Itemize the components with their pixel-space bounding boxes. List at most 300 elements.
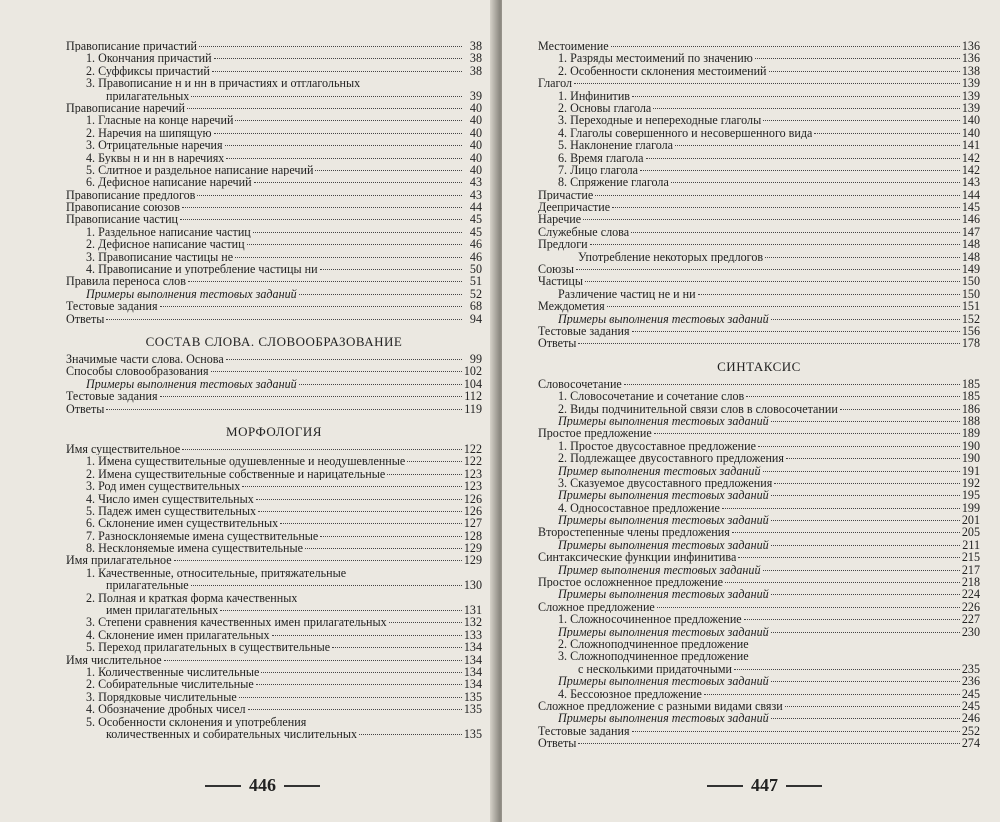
toc-entry-page: 218 — [961, 575, 980, 590]
toc-block-morphology-cont — [538, 40, 980, 350]
toc-entry-page: 186 — [961, 401, 980, 416]
toc-entry-title: Простое предложение — [538, 427, 652, 440]
toc-entry-title: 3. Род имен существительных — [86, 480, 241, 493]
toc-entry-title: 3. Правописание н и нн в причастиях и отглагольных — [86, 77, 361, 90]
toc-entry-page: 94 — [469, 311, 482, 326]
toc-entry-page: 252 — [961, 723, 980, 738]
toc-entry-title: 5. Наклонение глагола — [558, 139, 674, 152]
dot-leader — [315, 170, 462, 171]
dot-leader — [722, 508, 960, 509]
toc-entry-title: Примеры выполнения тестовых заданий — [558, 625, 769, 638]
toc-entry — [66, 201, 482, 213]
toc-entry-title: 2. Суффиксы причастий — [86, 64, 210, 78]
toc-entry-title: 1. Качественные, относительные, притяжательные — [86, 566, 347, 580]
toc-entry-page: 51 — [469, 274, 482, 289]
toc-entry-page: 139 — [961, 88, 980, 103]
toc-entry — [66, 579, 482, 591]
dot-leader — [631, 232, 960, 233]
toc-entry — [66, 189, 482, 201]
toc-entry-page: 40 — [469, 150, 482, 165]
toc-entry-page: 129 — [463, 553, 482, 568]
toc-entry — [66, 164, 482, 176]
toc-entry-title: Наречие — [538, 213, 582, 226]
toc-entry — [538, 201, 980, 213]
toc-entry-title: прилагательных — [106, 89, 190, 102]
toc-entry — [538, 152, 980, 164]
dot-leader — [814, 133, 959, 134]
dot-leader — [578, 343, 959, 344]
toc-entry — [538, 440, 980, 452]
toc-entry — [66, 728, 482, 740]
toc-entry-title: Частицы — [538, 275, 583, 288]
dot-leader — [744, 619, 960, 620]
dot-leader — [632, 331, 960, 332]
toc-entry-title: 4. Число имен существительных — [86, 492, 254, 505]
toc-entry-title: 2. Наречия на шипящую — [86, 126, 212, 140]
toc-entry — [538, 712, 980, 724]
toc-entry-title: Междометия — [538, 300, 605, 313]
toc-entry — [66, 716, 482, 728]
toc-entry-page: 38 — [469, 39, 482, 53]
toc-entry-title: Примеры выполнения тестовых заданий — [558, 312, 769, 325]
toc-entry-page: 151 — [961, 299, 980, 314]
toc-entry-title: Имя числительное — [66, 653, 162, 666]
toc-entry — [66, 40, 482, 52]
toc-entry-page: 102 — [463, 364, 482, 379]
toc-entry — [66, 554, 482, 566]
dot-leader — [771, 718, 960, 719]
toc-entry-title: имен прилагательных — [106, 604, 219, 617]
toc-entry-page: 122 — [463, 441, 482, 456]
dot-leader — [576, 269, 960, 270]
dot-leader — [247, 244, 462, 245]
toc-entry-title: количественных и собирательных числительных — [106, 727, 357, 741]
toc-entry-page: 141 — [961, 138, 980, 153]
toc-entry-title: 5. Падеж имен существительных — [86, 504, 257, 518]
page-number-right: 447 — [707, 775, 822, 796]
toc-entry — [66, 251, 482, 263]
toc-entry-page: 150 — [961, 274, 980, 289]
toc-entry-page: 152 — [961, 311, 980, 326]
toc-entry-title: Ответы — [538, 337, 577, 350]
toc-entry-title: Способы словообразования — [66, 365, 209, 378]
dot-leader — [771, 421, 960, 422]
toc-entry-title: 4. Односоставное предложение — [558, 501, 720, 515]
toc-entry-title: 4. Обозначение дробных чисел — [86, 703, 246, 716]
dot-leader — [774, 483, 960, 484]
toc-entry — [66, 678, 482, 690]
toc-entry-title: 1. Количественные числительные — [86, 665, 260, 679]
toc-entry-title: 6. Дефисное написание наречий — [86, 176, 252, 189]
toc-entry-page: 199 — [961, 500, 980, 515]
toc-entry — [538, 77, 980, 89]
toc-entry-page: 245 — [961, 698, 980, 713]
toc-entry — [538, 427, 980, 439]
toc-entry-title: Простое осложненное предложение — [538, 576, 723, 589]
toc-entry-title: Примеры выполнения тестовых заданий — [86, 377, 297, 391]
toc-entry — [66, 52, 482, 64]
dot-leader — [225, 145, 462, 146]
toc-entry-page: 129 — [463, 541, 482, 556]
dot-leader — [248, 709, 462, 710]
toc-entry-title: 2. Полная и краткая форма качественных — [86, 591, 298, 605]
toc-entry — [538, 551, 980, 563]
toc-entry — [66, 365, 482, 377]
toc-entry — [538, 539, 980, 551]
toc-entry-page: 192 — [961, 475, 980, 490]
toc-entry-page: 130 — [463, 578, 482, 593]
dot-leader — [583, 219, 960, 220]
toc-entry — [66, 378, 482, 390]
toc-entry-title: Сложное предложение — [538, 600, 655, 614]
toc-entry-page: 46 — [469, 249, 482, 264]
dot-leader — [738, 557, 960, 558]
toc-entry-page: 135 — [463, 689, 482, 704]
toc-entry — [66, 275, 482, 287]
dot-leader — [235, 257, 462, 258]
toc-entry — [538, 477, 980, 489]
toc-entry-page: 104 — [463, 376, 482, 391]
toc-entry-page: 50 — [469, 262, 482, 277]
toc-entry-title: Примеры выполнения тестовых заданий — [558, 538, 769, 552]
dot-leader — [607, 306, 960, 307]
toc-entry-page: 138 — [961, 63, 980, 78]
toc-entry-title: 5. Особенности склонения и употребления — [86, 715, 307, 728]
toc-entry — [66, 300, 482, 312]
dot-leader — [235, 120, 462, 121]
toc-entry-title: 8. Спряжение глагола — [558, 176, 669, 189]
dot-leader — [182, 207, 462, 208]
dot-leader — [256, 499, 462, 500]
toc-entry — [66, 480, 482, 492]
toc-entry-page: 227 — [961, 612, 980, 627]
toc-entry — [538, 489, 980, 501]
dot-leader — [771, 594, 960, 595]
section-heading-word-formation: СОСТАВ СЛОВА. СЛОВООБРАЗОВАНИЕ — [145, 333, 403, 349]
toc-entry-page: 40 — [469, 138, 482, 153]
toc-entry — [538, 102, 980, 114]
toc-entry — [538, 514, 980, 526]
toc-entry-title: Правописание предлогов — [66, 188, 196, 202]
toc-entry-page: 123 — [463, 466, 482, 481]
toc-entry — [66, 152, 482, 164]
toc-entry — [538, 588, 980, 600]
toc-entry — [66, 517, 482, 529]
toc-entry-page: 134 — [463, 677, 482, 692]
toc-entry-title: 1. Разряды местоимений по значению — [558, 52, 753, 65]
dot-leader — [771, 319, 960, 320]
toc-entry-page: 134 — [463, 664, 482, 679]
toc-entry-page: 112 — [464, 389, 482, 404]
toc-entry — [538, 275, 980, 287]
toc-entry — [538, 663, 980, 675]
toc-entry — [538, 675, 980, 687]
dot-leader — [765, 257, 960, 258]
dot-leader — [254, 182, 462, 183]
dot-leader — [212, 71, 462, 72]
toc-entry-title: Сложное предложение с разными видами связи — [538, 699, 783, 713]
dot-leader — [174, 560, 462, 561]
toc-entry-title: 2. Особенности склонения местоимений — [558, 64, 767, 78]
toc-entry-page: 68 — [469, 299, 482, 314]
dot-leader — [182, 449, 462, 450]
toc-entry-title: Примеры выполнения тестовых заданий — [558, 514, 769, 527]
toc-entry-title: прилагательные — [106, 579, 189, 592]
toc-entry — [538, 164, 980, 176]
toc-entry-page: 38 — [469, 51, 482, 66]
toc-entry — [66, 353, 482, 365]
toc-entry — [66, 90, 482, 102]
dot-leader — [106, 319, 462, 320]
dot-leader — [671, 182, 960, 183]
dot-leader — [763, 120, 960, 121]
toc-entry — [538, 626, 980, 638]
toc-entry — [538, 465, 980, 477]
toc-entry — [66, 263, 482, 275]
toc-entry-page: 139 — [961, 76, 980, 91]
toc-entry-title: 6. Время глагола — [558, 151, 644, 164]
toc-entry-title: Примеры выполнения тестовых заданий — [558, 675, 769, 688]
toc-entry — [538, 127, 980, 139]
toc-entry-title: Ответы — [66, 312, 105, 325]
dot-leader — [675, 145, 960, 146]
toc-entry — [66, 505, 482, 517]
dot-leader — [624, 384, 960, 385]
section-heading-syntax: СИНТАКСИС — [717, 358, 801, 374]
toc-entry-title: 3. Порядковые числительные — [86, 690, 237, 704]
dot-leader — [214, 58, 462, 59]
toc-entry-title: 1. Окончания причастий — [86, 52, 212, 65]
toc-entry — [66, 542, 482, 554]
toc-entry-title: Правописание наречий — [66, 101, 185, 115]
dot-leader — [256, 684, 462, 685]
dot-leader — [214, 133, 462, 134]
toc-entry-page: 190 — [961, 438, 980, 453]
toc-entry — [538, 90, 980, 102]
toc-entry-title: Союзы — [538, 263, 575, 276]
dot-leader — [595, 195, 960, 196]
toc-entry-title: Правила переноса слов — [66, 275, 186, 288]
toc-entry-page: 136 — [961, 51, 980, 66]
toc-entry-title: 3. Сказуемое двусоставного предложения — [558, 476, 773, 490]
dot-leader — [612, 207, 960, 208]
toc-entry-title: Примеры выполнения тестовых заданий — [558, 414, 769, 428]
toc-entry — [538, 700, 980, 712]
toc-entry — [538, 601, 980, 613]
dot-leader — [160, 396, 462, 397]
dot-leader — [574, 83, 960, 84]
dot-leader — [387, 474, 462, 475]
toc-entry-title: Примеры выполнения тестовых заданий — [558, 588, 769, 601]
dot-leader — [698, 294, 960, 295]
toc-entry — [66, 703, 482, 715]
dot-leader — [320, 536, 462, 537]
toc-entry — [538, 390, 980, 402]
right-page — [502, 0, 1000, 822]
dot-leader — [771, 520, 960, 521]
toc-entry-page: 135 — [463, 726, 482, 741]
toc-entry-page: 123 — [463, 479, 482, 494]
toc-entry-page: 147 — [961, 224, 980, 239]
toc-entry-title: 6. Склонение имен существительных — [86, 517, 279, 530]
toc-entry-title: 2. Дефисное написание частиц — [86, 238, 245, 251]
toc-entry — [538, 650, 980, 662]
toc-entry-title: 1. Раздельное написание частиц — [86, 225, 251, 239]
toc-entry — [66, 213, 482, 225]
toc-entry-title: Правописание союзов — [66, 201, 180, 214]
toc-entry-page: 189 — [961, 426, 980, 441]
toc-entry — [538, 403, 980, 415]
toc-entry — [66, 102, 482, 114]
toc-entry — [66, 114, 482, 126]
toc-entry-title: 2. Собирательные числительные — [86, 678, 254, 691]
toc-entry-page: 142 — [961, 162, 980, 177]
toc-entry — [538, 337, 980, 349]
dot-leader — [160, 306, 462, 307]
toc-entry — [538, 139, 980, 151]
dot-leader — [389, 622, 462, 623]
dot-leader — [299, 294, 462, 295]
toc-entry-title: 4. Буквы н и нн в наречиях — [86, 151, 225, 164]
dot-leader — [320, 269, 462, 270]
dot-leader — [763, 570, 960, 571]
toc-entry — [538, 300, 980, 312]
toc-entry-page: 140 — [961, 113, 980, 128]
toc-entry-title: 1. Простое двусоставное предложение — [558, 439, 756, 453]
toc-entry-page: 146 — [961, 212, 980, 227]
dot-leader — [239, 697, 462, 698]
dot-leader — [732, 532, 960, 533]
toc-entry — [66, 226, 482, 238]
toc-entry — [66, 176, 482, 188]
dot-leader — [191, 96, 462, 97]
toc-entry-page: 133 — [463, 627, 482, 642]
toc-entry-title: 4. Глаголы совершенного и несовершенного вида — [558, 126, 813, 140]
toc-entry-title: 5. Слитное и раздельное написание наречий — [86, 163, 314, 177]
toc-entry-page: 126 — [463, 491, 482, 506]
toc-entry — [538, 251, 980, 263]
dot-leader — [226, 359, 462, 360]
dot-leader — [840, 409, 960, 410]
toc-entry — [66, 666, 482, 678]
dot-leader — [746, 396, 960, 397]
toc-entry — [538, 114, 980, 126]
toc-entry-title: 2. Имена существительные собственные и нарицательные — [86, 467, 386, 481]
toc-entry-title: 7. Лицо глагола — [558, 163, 639, 177]
toc-block-word-formation — [66, 353, 482, 415]
toc-entry-title: 5. Переход прилагательных в существительные — [86, 641, 331, 654]
toc-entry — [66, 455, 482, 467]
toc-entry — [538, 213, 980, 225]
toc-entry-title: Различение частиц не и ни — [558, 287, 696, 301]
dot-leader — [725, 582, 960, 583]
section-heading-morphology: МОРФОЛОГИЯ — [226, 423, 322, 439]
toc-entry-title: Употребление некоторых предлогов — [578, 250, 764, 264]
toc-entry-page: 148 — [961, 237, 980, 252]
dot-leader — [632, 731, 960, 732]
toc-entry — [538, 238, 980, 250]
toc-entry-page: 211 — [962, 537, 980, 552]
dot-leader — [226, 158, 462, 159]
toc-entry-page: 235 — [961, 661, 980, 676]
toc-entry-title: Деепричастие — [538, 201, 611, 214]
toc-entry-page: 127 — [463, 516, 482, 531]
dot-leader — [188, 281, 462, 282]
dot-leader — [585, 281, 960, 282]
toc-entry — [538, 176, 980, 188]
toc-entry-title: Тестовые задания — [66, 390, 158, 403]
toc-entry-title: Служебные слова — [538, 225, 630, 239]
toc-entry-title: 7. Разносклоняемые имена существительные — [86, 529, 319, 543]
toc-entry-page: 217 — [961, 562, 980, 577]
toc-entry — [66, 530, 482, 542]
dot-leader — [359, 734, 462, 735]
toc-entry — [66, 313, 482, 325]
toc-entry — [538, 502, 980, 514]
toc-entry-page: 150 — [961, 286, 980, 301]
toc-entry-title: 1. Гласные на конце наречий — [86, 114, 234, 127]
toc-entry — [66, 567, 482, 579]
dot-leader — [590, 244, 960, 245]
toc-entry-title: 4. Бессоюзное предложение — [558, 687, 702, 700]
dot-leader — [771, 632, 960, 633]
toc-block-morphology — [66, 443, 482, 740]
toc-entry-page: 236 — [961, 674, 980, 689]
dot-leader — [657, 607, 960, 608]
toc-entry-page: 201 — [961, 513, 980, 528]
toc-entry-title: 2. Сложноподчиненное предложение — [558, 637, 749, 651]
dot-leader — [654, 433, 960, 434]
toc-entry — [66, 691, 482, 703]
toc-entry — [538, 737, 980, 749]
toc-entry — [538, 65, 980, 77]
toc-entry-page: 224 — [961, 587, 980, 602]
toc-entry-title: Тестовые задания — [538, 724, 630, 738]
toc-entry — [538, 638, 980, 650]
toc-entry — [538, 415, 980, 427]
toc-entry-title: 4. Правописание и употребление частицы ни — [86, 263, 318, 276]
toc-entry-title: 8. Несклоняемые имена существительные — [86, 542, 303, 555]
toc-entry-title: 1. Инфинитив — [558, 89, 631, 102]
toc-entry-page: 188 — [961, 413, 980, 428]
dot-leader — [786, 458, 960, 459]
toc-entry — [538, 526, 980, 538]
toc-entry-page: 99 — [469, 351, 482, 366]
dot-leader — [220, 610, 462, 611]
toc-entry-title: Значимые части слова. Основа — [66, 352, 224, 366]
dot-leader — [164, 660, 462, 661]
toc-entry-page: 205 — [961, 525, 980, 540]
toc-entry-page: 126 — [463, 503, 482, 518]
toc-entry-page: 132 — [463, 615, 482, 630]
dot-leader — [771, 545, 960, 546]
toc-entry-page: 136 — [961, 39, 980, 53]
toc-entry-page: 134 — [463, 652, 482, 667]
dot-leader — [272, 635, 462, 636]
dot-leader — [758, 446, 960, 447]
toc-entry-title: Предлоги — [538, 238, 588, 251]
toc-entry-title: Имя прилагательное — [66, 554, 172, 567]
toc-entry — [66, 604, 482, 616]
dot-leader — [578, 743, 959, 744]
toc-entry-title: Имя существительное — [66, 442, 181, 456]
dot-leader — [771, 681, 960, 682]
toc-entry — [66, 127, 482, 139]
dot-leader — [106, 409, 462, 410]
page-number-left: 446 — [205, 775, 320, 796]
toc-entry — [538, 564, 980, 576]
dot-leader — [211, 371, 462, 372]
